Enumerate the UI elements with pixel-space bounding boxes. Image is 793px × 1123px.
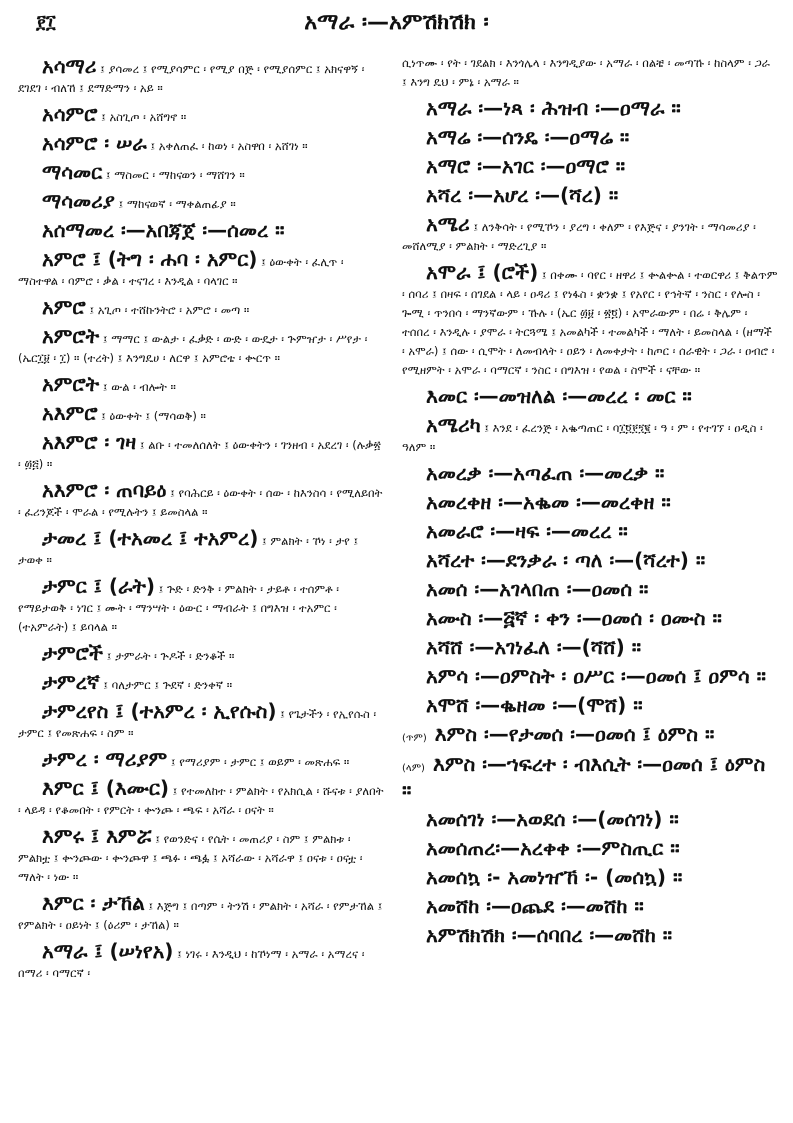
- dictionary-entry: [402, 635, 778, 660]
- page-number: ፻፲: [36, 12, 56, 33]
- dictionary-entry: [402, 212, 778, 256]
- dictionary-entry: [402, 807, 778, 832]
- entry-headword: አሻረ ፡—አሆረ ፡—(ሻረ) ።: [426, 183, 619, 207]
- dictionary-entry: [18, 641, 386, 666]
- entry-definition: ፤ ጕድ ፡ ድንቅ ፡ ምልክት ፡ ታይቶ ፡ ተሰምቶ ፡ የማይታወቅ ፡ ነገር ፤ ሙት ፡ ማንሣት ፡ ዕውር ፡ ማብራት ፤ በግእዝ ፡ ተአምር ፡ (ተአምራት) ፤ ይባላል ።: [18, 582, 340, 634]
- entry-headword: አእምሮ ፡ ጠባይዕ: [42, 478, 167, 502]
- dictionary-entry: [18, 189, 386, 214]
- entry-headword: አመሰኳ ፡- አመነዠኸ ፡- (መሰኳ) ።: [426, 865, 683, 889]
- dictionary-entry: [402, 923, 778, 948]
- dictionary-entry: [402, 606, 778, 631]
- entry-definition: ፤ አጊጦ ፡ ተሸኩንትሮ ፡ አምሮ ፡ መጣ ።: [85, 303, 250, 317]
- entry-headword: አሰማመረ ፡—አበጃጀ ፡—ሰመረ ።: [42, 218, 285, 242]
- entry-headword: አሻረተ ፡—ደንቃራ ፡ ጣለ ፡—(ሻረተ) ።: [426, 548, 706, 572]
- dictionary-entry: [18, 478, 386, 522]
- dictionary-entry: [18, 430, 386, 474]
- dictionary-entry: [402, 260, 778, 380]
- dictionary-entry: [402, 490, 778, 515]
- entry-definition: ፤ የወንድና ፡ የሴት ፡ መጠሪያ ፡ ስም ፤ ምልክቱ ፡ ምልክቷ ፤ ቍንጮው ፡ ቍንጮዋ ፤ ጫፉ ፡ ጫፏ ፤ አሻራው ፡ አሻራዋ ፤ ዐናቱ ፡ ዐናቷ ፡ ማለት ፡ ነው ።: [18, 832, 363, 884]
- entry-headword: አማሮ ፡—አገር ፡—ዐማሮ ።: [426, 154, 626, 178]
- entry-headword: አምሮት: [42, 324, 100, 348]
- entry-definition: ፤ ምልክት ፡ ኾነ ፡ ታየ ፤ ታወቀ ።: [18, 534, 359, 567]
- dictionary-entry: [18, 295, 386, 320]
- entry-headword: አሻሸ ፡—አገነፈለ ፡—(ሻሸ) ።: [426, 635, 642, 659]
- entry-headword: እምሩ ፤ እምሯ: [42, 824, 152, 848]
- dictionary-entry: [402, 548, 778, 573]
- entry-headword: ታምሮች: [42, 641, 104, 665]
- dictionary-entry: [402, 664, 778, 689]
- entry-definition: ፤ እጅግ ፤ በጣም ፡ ትንሽ ፡ ምልክት ፡ አሻራ ፡ የምታኸል ፤ የምልክት ፡ ዐይነት ፤ (ዕሪም ፡ ታኸል) ።: [18, 899, 383, 932]
- entry-headword: አማሬ ፡—ሰንዴ ፡—ዐማሬ ።: [426, 125, 630, 149]
- dictionary-entry: [402, 722, 778, 748]
- entry-definition: ፤ ማስመር ፡ ማከናወን ፡ ማሸገን ።: [102, 168, 245, 182]
- entry-headword: አሞሸ ፡—ቈዘመ ፡—(ሞሸ) ።: [426, 693, 643, 717]
- entry-definition: ፤ ታምራት ፡ ጕዶች ፡ ድንቆች ።: [103, 649, 235, 663]
- dictionary-entry: [402, 693, 778, 718]
- entry-definition: ፤ ልቡ ፡ ተመለሰለት ፤ ዕውቀትን ፡ ገንዘብ ፡ አደረገ ፡ (ሉቃ፳ ፡ ፴፭) ።: [18, 438, 381, 471]
- entry-headword: ታመረ ፤ (ተአመረ ፤ ተአምረ): [42, 526, 259, 550]
- entry-definition: ፤ በቀሙ ፡ ባየር ፡ ዘዋሪ ፤ ቍልቍል ፡ ተወርዋሪ ፤ ቅልጥም ፡ ሰባሪ ፤ በዛፍ ፡ በገደል ፡ ላይ ፡ ዐዳሪ ፤ የነፋስ ፡ ቋንቋ ፤ የአየር ፡ የኅትኛ ፡ ንስር ፡ የሎስ ፡ ጐሚ ፡ ጥንበሳ ፡ ማንኛውም ፡ ኹሉ ፡ (ኤር ፴፱ ፡ ፳፬) ፡ አሞራውም ፡ በሬ ፡ ቅሌም ፡ ተሰበረ ፡ እንዲሉ ፡ ያሞራ ፡ ትርጓሜ ፤ አመልካች ፡ ተመልካች ፡ ማለት ፡ ይመስላል ፡ (ዘማች ፡ አሞራ) ፤ ሰው ፡ ሲሞት ፡ ለመብላት ፡ ዐይን ፡ ለመቀታት ፡ ከጦር ፡ ሰራዊት ፡ ጋራ ፡ ዐብሮ ፡ የሚዘምት ፡ አሞራ ፡ ባማርኛ ፡ ንስር ፡ በግእዝ ፡ የወል ፡ ስሞች ፡ ናቸው ።: [402, 268, 778, 377]
- left-column: [18, 54, 386, 987]
- dictionary-entry: [402, 519, 778, 544]
- entry-headword: አምሮ: [42, 295, 86, 319]
- entry-headword: አመሰ ፡—አገላበጠ ፡—ዐመሰ ።: [426, 577, 649, 601]
- entry-headword: ማሳመሪያ: [42, 189, 115, 213]
- dictionary-entry: [402, 752, 778, 803]
- entry-headword: አሙስ ፡—፭ኛ ፡ ቀን ፡—ዐመሰ ፡ ዐሙስ ።: [426, 606, 722, 630]
- entry-headword: አሳምሮ: [42, 102, 98, 126]
- dictionary-entry: [402, 413, 778, 457]
- entry-definition: ፤ ባለታምር ፤ ጕደኛ ፡ ድንቀኛ ።: [99, 678, 233, 692]
- dictionary-entry: [402, 865, 778, 890]
- dictionary-entry: [18, 824, 386, 887]
- entry-definition: ፤ ዕውቀት ፤ (ማሳወቅ) ።: [97, 409, 206, 423]
- entry-definition: ፤ ማማር ፤ ውልታ ፡ ፈቃድ ፡ ውድ ፡ ውዴታ ፡ ጕምዠታ ፡ ሥየታ ፡ (ኤር፲፱ ፡ ፲) ። (ተረት) ፤ እንግዴሀ ፡ ለርዋ ፤ አምሮቴ ፡ ቍርጥ ።: [18, 332, 368, 365]
- dictionary-entry: [18, 747, 386, 772]
- dictionary-entry: [18, 939, 386, 983]
- dictionary-entry: [402, 577, 778, 602]
- entry-definition: ፤ ማከናወኛ ፡ ማቀልጠፊያ ።: [114, 197, 236, 211]
- dictionary-entry: [402, 183, 778, 208]
- dictionary-entry: [402, 384, 778, 409]
- entry-definition: ፤ ያሳመረ ፤ የሚያሳምር ፡ የሚያ በጅ ፡ የሚያሰምር ፤ አክናዋኝ ፡ ደገደገ ፡ ብለኸ ፤ ደማድማን ፡ አይ ።: [18, 62, 365, 95]
- dictionary-entry: [18, 131, 386, 156]
- entry-headword: አሳማሪ: [42, 54, 97, 78]
- page-header: [0, 8, 793, 38]
- entry-headword: እምር ፤ (እሙር): [42, 776, 170, 800]
- entry-headword: አመረቀዘ ፡—አቈመ ፡—መረቀዘ ።: [426, 490, 671, 514]
- dictionary-entry: [18, 247, 386, 291]
- entry-headword: አምሮ ፤ (ትግ ፡ ሐባ ፡ አምር): [42, 247, 258, 271]
- entry-headword: እምስ ፡—የታመሰ ፡—ዐመሰ ፤ ዕምስ ።: [434, 722, 715, 746]
- entry-headword: አመሰጠረ፡—አረቀቀ ፡—ምስጢር ።: [426, 836, 680, 860]
- dictionary-entry: [18, 401, 386, 426]
- entry-headword: አመሰገነ ፡—አወደሰ ፡—(መሰገነ) ።: [426, 807, 679, 831]
- entry-headword: እምር ፡ ታኸል: [42, 891, 145, 915]
- entry-headword: አሞራ ፤ (ሮች): [426, 260, 539, 284]
- dictionary-entry: [402, 894, 778, 919]
- dictionary-entry: [402, 836, 778, 861]
- entry-headword: አመራሮ ፡—ዛፍ ፡—መረረ ።: [426, 519, 628, 543]
- dictionary-entry: [18, 160, 386, 185]
- dictionary-entry: [402, 96, 778, 121]
- dictionary-entry: [18, 218, 386, 243]
- dictionary-entry: [18, 324, 386, 368]
- entry-headword: ታምረየስ ፤ (ተአምረ ፡ ኢየሱስ): [42, 699, 277, 723]
- entry-headword: አምሳ ፡—ዐምስት ፡ ዐሥር ፡—ዐመሰ ፤ ዐምሳ ።: [426, 664, 766, 688]
- entry-headword: እምስ ፡—ኀፍረተ ፡ ብእሲት ፡—ዐመሰ ፤ ዕምስ ።: [402, 752, 766, 802]
- entry-definition: ፤ ውል ፡ ብሎት ።: [99, 380, 176, 394]
- entry-headword: አምሮት: [42, 372, 100, 396]
- dictionary-entry: [402, 54, 778, 92]
- entry-definition: ፤ የተመለከተ ፡ ምልክት ፡ የአክሲል ፡ ሹናቱ ፡ ያለበት ፡ ላይዳ ፡ የቆመበት ፡ የምርት ፡ ቍንጮ ፡ ጫፍ ፡ አሻራ ፡ ዐናት ።: [18, 784, 384, 817]
- entry-headword: አእምሮ ፡ ገዛ: [42, 430, 137, 454]
- dictionary-entry: [18, 102, 386, 127]
- entry-definition: ፤ አስጊጦ ፡ አሸግኖ ።: [97, 110, 187, 124]
- entry-definition: ፤ የጌታችን ፡ የኢየሱስ ፡ ታምር ፤ የመጽሐፍ ፡ ስም ።: [18, 707, 377, 740]
- entry-definition: ፤ እንደ ፡ ፈረንጅ ፡ አቈጣጠር ፡ ባ፲፬፻፺፪ ፡ ዓ ፡ ም ፡ የተገኘ ፡ ዐዲስ ፡ ዓለም ።: [402, 421, 763, 454]
- entry-tag: (ጥም): [402, 733, 427, 744]
- entry-headword: ማሳመር: [42, 160, 103, 184]
- dictionary-entry: [18, 526, 386, 570]
- entry-headword: ታምረኛ: [42, 670, 100, 694]
- entry-definition: ፤ አቀለጠፈ ፡ ከወነ ፡ አስዋበ ፡ አሸገነ ።: [146, 139, 308, 153]
- entry-headword: አመረቃ ፡—አጣፈጠ ፡—መረቃ ።: [426, 461, 665, 485]
- entry-headword: አሳምሮ ፡ ሠራ: [42, 131, 147, 155]
- dictionary-entry: [18, 670, 386, 695]
- entry-definition: ፤ የማሪያም ፡ ታምር ፤ ወይም ፡ መጽሐፍ ።: [167, 755, 350, 769]
- entry-definition: ፤ ነገሩ ፡ እንዲህ ፡ ከኾነማ ፡ አማራ ፡ አማረና ፡ በማሪ ፡ ባማርኛ ፡: [18, 947, 365, 980]
- entry-tag: (ላም): [402, 763, 425, 774]
- dictionary-entry: [18, 372, 386, 397]
- entry-headword: እመር ፡—መዝለል ፡—መረረ ፡ መር ።: [426, 384, 692, 408]
- entry-definition: ሲነጥሙ ፡ የት ፡ ገደልክ ፡ እንጎሌላ ፡ እንግዲያው ፡ አማራ ፡ በልቼ ፡ መጣኹ ፡ ከስላም ፡ ጋራ ፤ እንግ ዴህ ፡ ምኔ ፡ አማራ ።: [402, 56, 770, 89]
- entry-definition: ፤ የባሕርይ ፡ ዕውቀት ፡ ሰው ፡ ከእንስሳ ፡ የሚለይበት ፡ ፈሪንጆች ፡ ሞራል ፡ የሚሉትን ፤ ይመስላል ።: [18, 486, 383, 519]
- entry-headword: አእምሮ: [42, 401, 98, 425]
- entry-headword: አማራ ፤ (ሠነየአ): [42, 939, 174, 963]
- dictionary-entry: [18, 699, 386, 743]
- entry-definition: ፤ ለንቅሳት ፡ የሚኾን ፡ ያረግ ፡ ቀለም ፡ የእጅና ፡ ያንገት ፡ ማሳመሪያ ፡ መሸለሚያ ፡ ምልክት ፡ ማድረጊያ ።: [402, 220, 756, 253]
- dictionary-entry: [402, 461, 778, 486]
- entry-headword: አማራ ፡—ነጻ ፡ ሕዝብ ፡—ዐማራ ።: [426, 96, 681, 120]
- page-title: አማራ ፡—አምሽክሽክ ፡: [304, 10, 489, 35]
- entry-headword: አመሸከ ፡—ዐጨደ ፡—መሸከ ።: [426, 894, 644, 918]
- right-column: [402, 54, 778, 952]
- entry-headword: አሜሪካ: [426, 413, 481, 437]
- entry-headword: ታምረ ፡ ማሪያም: [42, 747, 168, 771]
- dictionary-entry: [402, 154, 778, 179]
- dictionary-entry: [18, 54, 386, 98]
- dictionary-entry: [18, 776, 386, 820]
- dictionary-entry: [18, 574, 386, 637]
- dictionary-entry: [402, 125, 778, 150]
- entry-headword: ታምር ፤ (ራት): [42, 574, 156, 598]
- entry-headword: አምሽክሽክ ፡—ሰባበረ ፡—መሸከ ።: [426, 923, 673, 947]
- entry-definition: ፤ ዕውቀት ፡ ፈሊጥ ፡ ማስተዋል ፡ ባምሮ ፡ ቃል ፡ ተናገረ ፡ እንዲል ፡ ባላገር ።: [18, 255, 344, 288]
- dictionary-entry: [18, 891, 386, 935]
- entry-headword: አሜሪ: [426, 212, 470, 236]
